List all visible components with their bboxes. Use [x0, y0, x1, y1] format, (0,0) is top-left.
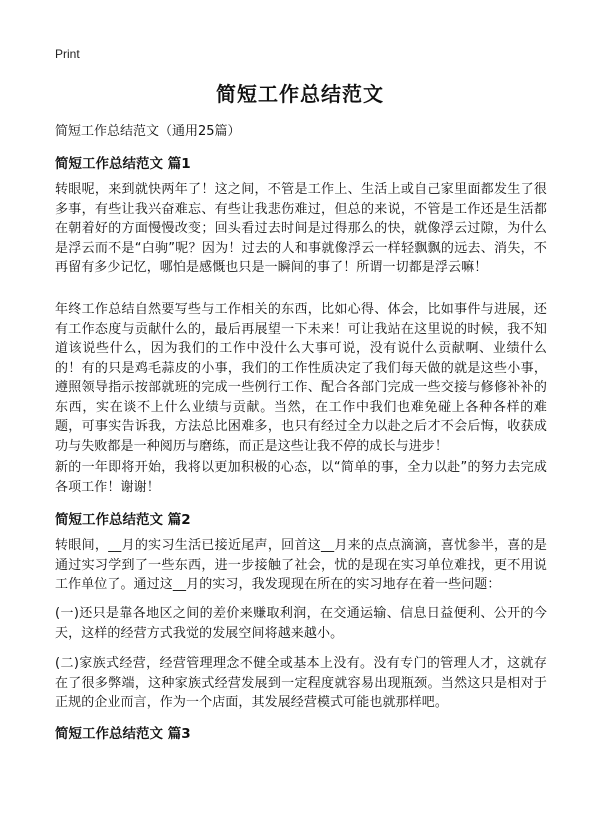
- section-heading-1: 简短工作总结范文 篇1: [55, 156, 191, 172]
- paragraph: 转眼间，__月的实习生活已接近尾声，回首这__月来的点点滴滴，喜忧参半，喜的是通过实习学到了一些东西，进一步接触了社会，忧的是现在实习单位难找，更不用说工作单位了。通过这__月的实习，我发现现在所在的实习地存在着一些问题：: [55, 538, 547, 592]
- paragraph: 年终工作总结自然要写些与工作相关的东西，比如心得、体会，比如事件与进展，还有工作态度与贡献什么的，最后再展望一下未来！可让我站在这里说的时候，我不知道该说些什么，因为我们的工作中没什么大事可说，没有说什么贡献啊、业绩什么的！有的只是鸡毛蒜皮的小事，我们的工作性质决定了我们每天做的就是这些小事，遵照领导指示按部就班的完成一些例行工作、配合各部门完成一些交接与修修补补的东西，实在谈不上什么业绩与贡献。当然，在工作中我们也难免碰上各种各样的难题，可事实告诉我，方法总比困难多，也只有经过全力以赴之后才不会后悔，收获成功与失败都是一种阅历与磨练，而正是这些让我不停的成长与进步！: [55, 302, 547, 454]
- paragraph: 转眼呢，来到就快两年了！这之间，不管是工作上、生活上或自己家里面都发生了很多事，有些让我兴奋难忘、有些让我悲伤难过，但总的来说，不管是工作还是生活都在朝着好的方面慢慢改变；回头看过去时间是过得那么的快，就像浮云过隙，为什么是浮云而不是“白驹”呢？因为！过去的人和事就像浮云一样轻飘飘的远去、消失，不再留有多少记忆，哪怕是感慨也只是一瞬间的事了！所谓一切都是浮云嘛！: [55, 182, 547, 275]
- paragraph: (一)还只是靠各地区之间的差价来赚取利润，在交通运输、信息日益便利、公开的今天，这样的经营方式我觉的发展空间将越来越小。: [55, 606, 547, 641]
- paragraph: (二)家族式经营，经营管理理念不健全或基本上没有。没有专门的管理人才，这就存在了很多弊端，这种家族式经营发展到一定程度就容易出现瓶颈。当然这只是相对于正规的企业而言，作为一个店面，其发展经营模式可能也就那样吧。: [55, 656, 547, 710]
- paragraph: 新的一年即将开始，我将以更加积极的心态，以“简单的事，全力以赴”的努力去完成各项工作！谢谢！: [55, 460, 547, 495]
- document-subtitle: 简短工作总结范文（通用25篇）: [55, 124, 241, 139]
- section-heading-3: 简短工作总结范文 篇3: [55, 726, 191, 742]
- section-heading-2: 简短工作总结范文 篇2: [55, 512, 191, 528]
- print-label: Print: [55, 47, 80, 61]
- document-title: 简短工作总结范文: [216, 82, 384, 106]
